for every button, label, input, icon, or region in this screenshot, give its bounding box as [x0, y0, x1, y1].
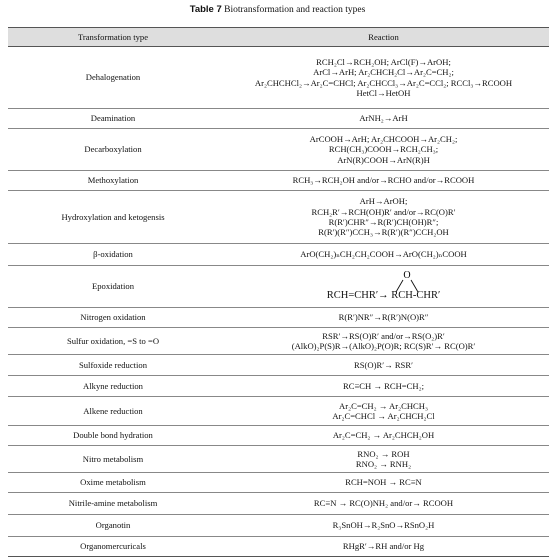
transformation-type-cell: Oxime metabolism — [8, 473, 218, 493]
table-row — [8, 493, 549, 515]
reaction-line: ArCl→ArH; Ar₂CHCH₂Cl→Ar₂C=CH₂; — [313, 67, 454, 78]
reaction-cell — [218, 493, 549, 515]
reaction-line: RC≡CH → RCH=CH₂; — [343, 380, 424, 391]
reaction-cell — [218, 191, 549, 244]
reaction-cell — [218, 109, 549, 129]
transformation-type-cell: Double bond hydration — [8, 426, 218, 446]
reaction-line: RNO₂ → RNH₂ — [355, 459, 412, 469]
transformation-type-cell: Organomercuricals — [8, 537, 218, 557]
reaction-line: RC≡N → RC(O)NH₂ and/or→ RCOOH — [313, 498, 454, 509]
transformation-type-cell: Alkene reduction — [8, 397, 218, 426]
reaction-line: ArN(R)COOH→ArN(R)H — [337, 154, 430, 165]
header-row — [8, 28, 549, 47]
reaction-cell — [218, 308, 549, 328]
table-row — [8, 266, 549, 308]
caption-label: Table 7 — [189, 4, 222, 15]
table-row — [8, 446, 549, 473]
reaction-cell — [218, 328, 549, 355]
reaction-line: RCH=NOH → RC≡N — [345, 477, 422, 488]
table-row — [8, 129, 549, 171]
table-row — [8, 109, 549, 129]
reaction-line: ArO(CH₂)ₙCH₂CH₂COOH→ArO(CH₂)ₙCOOH — [300, 249, 467, 260]
reaction-cell — [218, 537, 549, 557]
reaction-line: R(R′)CHR″→R(R′)CH(OH)R″; — [328, 217, 439, 227]
reaction-line: RCH₃→RCH₂OH and/or→RCHO and/or→RCOOH — [292, 175, 475, 186]
transformation-type-cell: Deamination — [8, 109, 218, 129]
table-caption — [0, 4, 555, 16]
epoxide-oxygen-label: O — [402, 270, 411, 282]
table-row — [8, 473, 549, 493]
transformation-type-cell: Sulfoxide reduction — [8, 355, 218, 376]
reaction-cell — [218, 171, 549, 191]
transformation-type-cell: Methoxylation — [8, 171, 218, 191]
reaction-line: RHgR′→RH and/or Hg — [342, 541, 425, 552]
transformation-type-cell: Nitro metabolism — [8, 446, 218, 473]
reaction-line: RCH₂R′→RCH(OH)R′ and/or→RC(O)R′ — [311, 206, 456, 217]
reaction-cell — [218, 446, 549, 473]
transformation-type-cell: Sulfur oxidation, =S to =O — [8, 328, 218, 355]
table-row — [8, 308, 549, 328]
table-row — [8, 376, 549, 397]
transformation-type-cell: Organotin — [8, 515, 218, 537]
reaction-line: ArCOOH→ArH; Ar₂CHCOOH→Ar₂CH₂; — [309, 134, 458, 145]
epoxide-reactant: RCH=CHR′→ — [326, 290, 389, 302]
header-transformation-type: Transformation type — [8, 28, 218, 47]
table-row — [8, 47, 549, 109]
reaction-line: RNO₂ → ROH — [357, 448, 410, 459]
reaction-cell — [218, 266, 549, 308]
reaction-line: RSR′→RS(O)R′ and/or→RS(O₂)R′ — [322, 330, 445, 341]
table-row — [8, 355, 549, 376]
reaction-cell — [218, 129, 549, 171]
table-row — [8, 537, 549, 557]
table-row — [8, 515, 549, 537]
reaction-line: RS(O)R′→ RSR′ — [354, 359, 413, 370]
reaction-cell — [218, 355, 549, 376]
table-row — [8, 397, 549, 426]
transformation-type-cell: Dehalogenation — [8, 47, 218, 109]
transformation-type-cell: Nitrogen oxidation — [8, 308, 218, 328]
reaction-cell — [218, 426, 549, 446]
transformation-type-cell: Nitrile-amine metabolism — [8, 493, 218, 515]
reaction-line: HetCl→HetOH — [356, 87, 411, 98]
reaction-line: Ar₂C=CH₂ → Ar₂CHCH₂OH — [332, 430, 435, 441]
table-row — [8, 171, 549, 191]
reaction-line: RCH₂Cl→RCH₂OH; ArCl(F)→ArOH; — [316, 56, 451, 67]
reaction-cell — [218, 376, 549, 397]
reaction-cell — [218, 515, 549, 537]
reaction-line: (AlkO)₂P(S)R→(AlkO)₂P(O)R; RC(S)R′→ RC(O)R′ — [291, 341, 476, 351]
epoxide-product: RCH-CHR′ — [391, 290, 441, 302]
table-row — [8, 191, 549, 244]
table-row — [8, 244, 549, 266]
epoxide-reaction — [284, 267, 484, 303]
reaction-line: R(R′)(R″)CCH₃→R(R′)(R″)CCH₂OH — [318, 227, 449, 238]
reaction-line: RCH(CH₃)COOH→RCH₂CH₃; — [328, 144, 439, 155]
transformation-type-cell: Hydroxylation and ketogensis — [8, 191, 218, 244]
reaction-cell — [218, 473, 549, 493]
reaction-cell — [218, 47, 549, 109]
reaction-line: Ar₂C=CHCl → Ar₂CHCH₂Cl — [332, 411, 435, 421]
table-row — [8, 426, 549, 446]
transformation-type-cell: Decarboxylation — [8, 129, 218, 171]
caption-text: Biotransformation and reaction types — [221, 5, 366, 15]
biotransformation-table — [8, 27, 549, 557]
transformation-type-cell: β-oxidation — [8, 244, 218, 266]
transformation-type-cell: Alkyne reduction — [8, 376, 218, 397]
table-body — [8, 47, 549, 557]
reaction-line: Ar₂CHCHCl₂→Ar₂C=CHCl; Ar₂CHCCl₃→Ar₂C=CCl₂; RCCl₃→RCOOH — [254, 77, 513, 88]
reaction-cell — [218, 244, 549, 266]
reaction-line: Ar₂C=CH₂ → Ar₂CHCH₃ — [339, 400, 428, 411]
reaction-line: R(R′)NR″→R(R′)N(O)R″ — [338, 312, 429, 323]
reaction-line: R₃SnOH→R₂SnO→RSnO₂H — [332, 520, 435, 531]
table-row — [8, 328, 549, 355]
transformation-type-cell: Epoxidation — [8, 266, 218, 308]
reaction-line: ArH→ArOH; — [359, 196, 408, 207]
reaction-line: ArNH₂→ArH — [359, 113, 408, 124]
header-reaction: Reaction — [218, 28, 549, 47]
reaction-cell — [218, 397, 549, 426]
